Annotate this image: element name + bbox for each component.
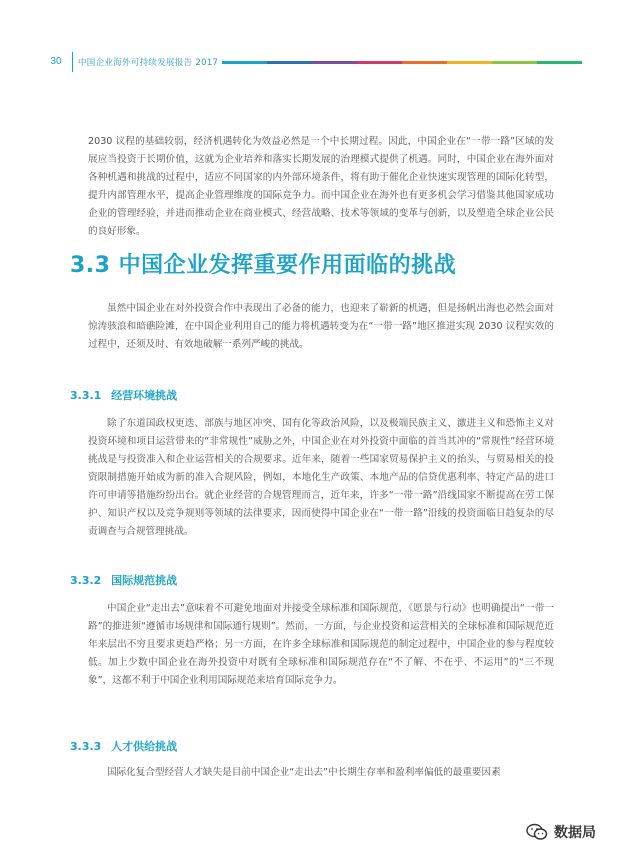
page-header — [0, 0, 620, 90]
header-bar-segment — [357, 61, 402, 64]
wechat-icon — [526, 823, 548, 841]
subsection-number: 3.3.1 — [70, 389, 102, 402]
header-bar-segment — [402, 61, 447, 64]
page-number: 30 — [50, 56, 62, 67]
subsection-heading-3 — [70, 738, 177, 754]
watermark-text: 数据局 — [554, 825, 596, 841]
intro-paragraph: 2030 议程的基础较弱，经济机遇转化为效益必然是一个中长期过程。因此，中国企业在“一带一路”区域的发展应当投资于长期价值，这就为企业培养和落实长期发展的治理模式提供了机遇。同时，中国企业在海外面对各种机遇和挑战的过程中，适应不同国家的内外部环境条件，将有助于催化企业快速实现管理的国际化转型，提升内部管理水平，提高企业管理维度的国际竞争力。而中国企业在海外也有更多机会学习借鉴其他国家成功企业的管理经验，并进而推动企业在商业模式、经营战略、技术等领域的变革与创新，以及塑造全球企业公民的良好形象。 — [88, 136, 554, 237]
subsection-number: 3.3.3 — [70, 740, 102, 753]
subsection-heading-1 — [70, 387, 177, 403]
section-intro: 虽然中国企业在对外投资合作中表现出了必备的能力，也迎来了崭新的机遇，但是扬帆出海也必然会面对惊涛骇浪和暗礁险滩，在中国企业利用自己的能力将机遇转变为在“一带一路”地区推进实现 2030 议程实效的过程中，还须及时、有效地破解一系列严峻的挑战。 — [88, 303, 554, 350]
subsection-heading-2 — [70, 572, 177, 588]
watermark — [526, 820, 596, 844]
header-bar-segment — [447, 61, 492, 64]
header-color-bar — [222, 61, 582, 64]
subsection-title: 人才供给挑战 — [111, 740, 178, 753]
header-bar-segment — [537, 61, 582, 64]
header-bar-segment — [312, 61, 357, 64]
subsection-title: 经营环境挑战 — [111, 389, 178, 402]
section-heading: 3.3 中国企业发挥重要作用面临的挑战 — [70, 253, 457, 278]
subsection-text-3: 国际化复合型经营人才缺失是目前中国企业“走出去”中长期生存率和盈利率偏低的最重要因素 — [107, 767, 501, 778]
report-title: 中国企业海外可持续发展报告 2017 — [78, 58, 219, 68]
header-bar-segment — [492, 61, 537, 64]
subsection-title: 国际规范挑战 — [111, 574, 178, 587]
header-bar-segment — [267, 61, 312, 64]
subsection-number: 3.3.2 — [70, 574, 102, 587]
subsection-text-1: 除了东道国政权更迭、部族与地区冲突、国有化等政治风险，以及极端民族主义、激进主义和恐怖主义对投资环境和项目运营带来的“非常规性”威胁之外，中国企业在对外投资中面临的首当其冲的“常规性”经营环境挑战是与投资准入和企业运营相关的合规要求。近年来，随着一些国家贸易保护主义的抬头，与贸易相关的投资限制措施开始成为新的准入合规风险，例如，本地化生产政策、本地产品的信贷优惠利率、特定产品的进口许可申请等措施纷纷出台。就企业经营的合规管理而言，近年来，许多“一带一路”沿线国家不断提高在劳工保护、知识产权以及竞争规则等领域的法律要求，因而使得中国企业在“一带一路”沿线的投资面临日趋复杂的尽责调查与合规管理挑战。 — [88, 418, 554, 537]
header-divider — [72, 52, 73, 72]
subsection-text-2: 中国企业“走出去”意味着不可避免地面对并接受全球标准和国际规范，《愿景与行动》也明确提出“一带一路”的推进须“遵循市场规律和国际通行规则”。然而，一方面，与企业投资和运营相关的全球标准和国际规范近年来层出不穷且要求更趋严格；另一方面，在许多全球标准和国际规范的制定过程中，中国企业的参与程度较低。加上少数中国企业在海外投资中对既有全球标准和国际规范存在“不了解、不在乎、不运用”的“三不现象”，这都不利于中国企业利用国际规范来培育国际竞争力。 — [88, 603, 554, 686]
header-bar-segment — [222, 61, 267, 64]
